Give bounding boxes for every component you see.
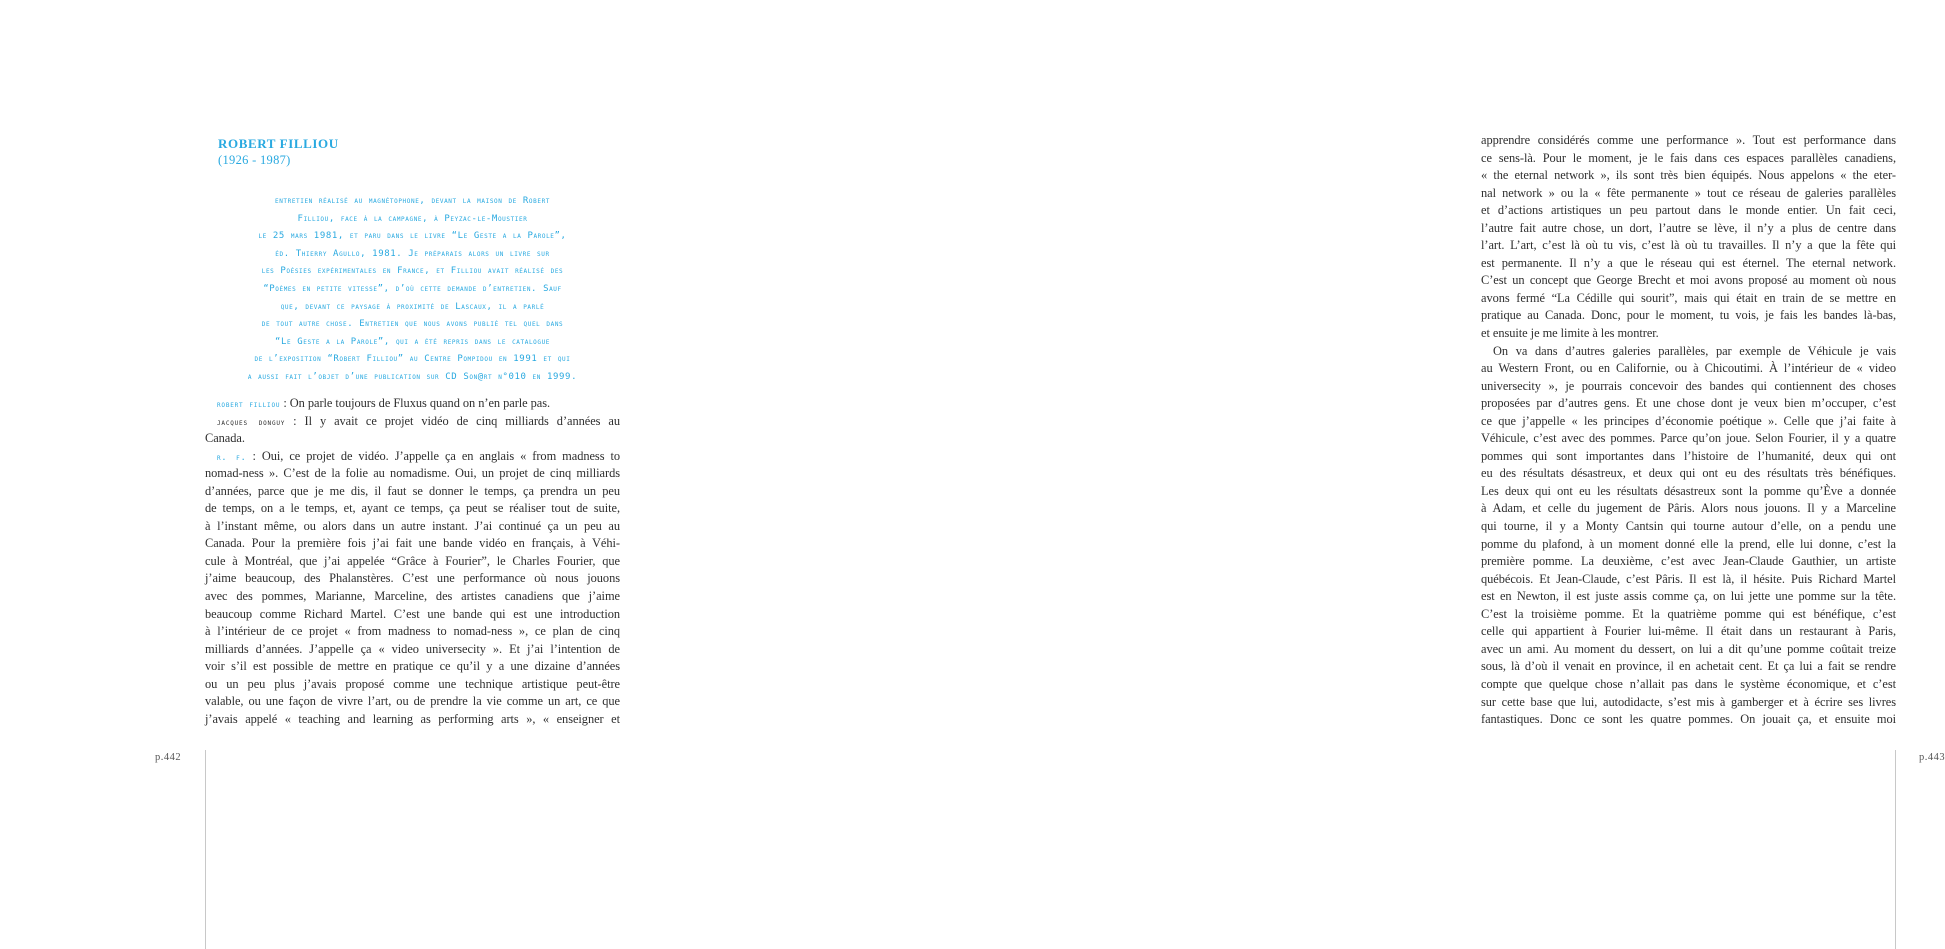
paragraph-line: Véhicule, c’est avec des pommes. Parce qu’on joue. Selon Fourier, il y a quatre [1481,431,1896,446]
paragraph-line: ce que j’appelle « les principes d’économie poétique ». Celle que j’ai faite à [1481,413,1896,428]
paragraph-line: voir s’il est possible de mettre en pratique ce qu’il y a une dizaine d’années [205,659,620,674]
intro-line: de tout autre chose. Entretien que nous avons publié tel quel dans [261,319,564,330]
author-dates: (1926 - 1987) [218,153,291,167]
paragraph-line: au Western Front, ou en Californie, ou à Chicoutimi. À l’intérieur de « video [1481,361,1896,376]
speaker-label: r. f. [217,452,247,463]
paragraph-line: à l’intérieur de ce projet « from madness to nomad-ness », ce plan de cinq [205,624,620,639]
paragraph-line: fantastiques. Donc ce sont les quatre pommes. On jouait ça, et ensuite moi [1481,712,1896,727]
paragraph-line: à Adam, et celle du jugement de Pâris. Alors nous jouons. Il y a Marceline [1481,501,1896,516]
paragraph-line: Canada. Pour la première fois j’ai fait une bande vidéo en français, à Véhi- [205,536,620,551]
paragraph-line: C’est la troisième pomme. Et la quatrième pomme qui est bénéfique, c’est [1481,606,1896,621]
paragraph-line: qui tourne, il y a Monty Cantsin qui tourne autour d’elle, on a pendu une [1481,519,1896,534]
paragraph-line: proposées par d’autres gens. Et une chose dont je veux bien m’occuper, c’est [1481,396,1896,411]
paragraph-line: et ensuite je me limite à les montrer. [1481,326,1659,341]
speaker-label: robert filliou [217,400,281,410]
page-number-left: p.442 [155,752,182,763]
intro-line: “Poèmes en petite vitesse”, d’où cette demande d’entretien. Sauf [263,283,562,294]
paragraph-line: jacques donguy : Il y avait ce projet vidéo de cinq milliards d’années au [217,413,620,428]
intro-line: le 25 mars 1981, et paru dans le livre “Le Geste a la Parole”, [258,231,567,242]
paragraph-line: « the eternal network », ils sont très bien équipés. Nous appelons « the eter- [1481,168,1896,183]
paragraph-line: l’art. L’art, c’est là où tu vis, c’est là où tu travailles. Il n’y a que la fête qui [1481,238,1896,253]
intro-line: que, devant ce paysage à proximité de Lascaux, il a parlé [280,301,545,312]
paragraph-line: j’aime beaucoup, des Phalanstères. C’est une performance où nous jouons [205,571,620,586]
intro-line: éd. Thierry Agullo, 1981. Je préparais alors un livre sur [275,248,550,259]
paragraph-line: et d’actions artistiques un peu partout dans le monde entier. Un fait ceci, [1481,203,1896,218]
paragraph-line: cule à Montréal, que j’ai appelée “Grâce à Fourier”, le Charles Fourier, que [205,553,620,568]
paragraph-line: r. f. : Oui, ce projet de vidéo. J’appelle ça en anglais « from madness to [217,448,620,463]
intro-line: entretien réalisé au magnétophone, devant la maison de Robert [274,196,550,206]
page-number-right: p.443 [1919,752,1945,763]
author-name: ROBERT FILLIOU [218,136,339,151]
paragraph-line: pomme du plafond, à un moment donné elle la prend, elle lui donne, c’est la [1481,536,1896,551]
paragraph-line: milliards d’années. J’appelle ça « video universecity ». Et j’ai l’intention de [205,641,620,656]
intro-line: de l’exposition “Robert Filliou” au Centre Pompidou en 1991 et qui [254,354,571,365]
paragraph-line: est en Newton, il est juste assis comme ça, on lui jette une pomme sur la tête. [1481,589,1896,604]
left-text-column [205,395,620,728]
paragraph-line: beaucoup comme Richard Martel. C’est une bande qui est une introduction [205,606,620,621]
paragraph-line: est permanente. Il n’y a que le réseau qui est éternel. The eternal network. [1481,255,1896,270]
paragraph-line: québécois. Et Jean-Claude, c’est Pâris. Il est là, il hésite. Puis Richard Martel [1481,571,1896,586]
paragraph-line: On va dans d’autres galeries parallèles, par exemple de Véhicule je vais [1493,343,1896,358]
paragraph-line: valable, ou une façon de vivre l’art, ou de prendre la vie comme un art, ce que [205,694,620,709]
right-page [700,0,1945,949]
paragraph-line: l’autre fait autre chose, un dort, l’autre se lève, il n’y a plus de centre dans [1481,220,1896,235]
intro-line: les Poésies expérimentales en France, et Filliou avait réalisé des [261,266,564,277]
paragraph-lines [205,465,620,728]
paragraph-line: Canada. [205,431,245,446]
paragraph-line: ce sens-là. Pour le moment, je le fais dans ces espaces parallèles canadiens, [1481,150,1896,165]
paragraph-line: avons fermé “La Cédille qui sourit”, mais qui était en train de se mettre en [1481,290,1896,305]
paragraph-line: sur cette base que lui, autodidacte, s’est mis à gamberger et à écrire ses livres [1481,694,1896,709]
paragraph-line: à l’instant même, ou alors dans un autre instant. J’ai continué ça un peu au [205,518,620,533]
paragraph-line: compte que quelque chose n’allait pas dans le système économique, et c’est [1481,676,1896,691]
paragraph-line: eu des résultats désastreux, et deux qui ont eu des résultats très bénéfiques. [1481,466,1896,481]
paragraph-line: j’avais appelé « teaching and learning as performing arts », « enseigner et [205,711,620,726]
right-text-column [1481,132,1896,729]
paragraph-line: pommes qui sont importantes dans l’histoire de l’humanité, deux qui ont [1481,448,1896,463]
right-margin-rule [1895,750,1896,949]
paragraph-line: avec un ami. Au moment du dessert, on lui a dit qu’une pomme coûtait treize [1481,641,1896,656]
intro-line: a aussi fait l’objet d’une publication sur CD Son@rt n°010 en 1999. [247,371,578,382]
intro-line: “Le Geste a la Parole”, qui a été repris dans le catalogue [274,336,551,347]
paragraph-line: nal network » ou la « fête permanente » tout ce réseau de galeries parallèles [1481,185,1896,200]
paragraph-line: nomad-ness ». C’est de la folie au nomadisme. Oui, un projet de cinq milliards [205,466,620,481]
intro-line: Filliou, face à la campagne, à Peyzac-le-Moustier [297,213,528,224]
paragraph-line: première pomme. La deuxième, c’est avec Jean-Claude Gauthier, un artiste [1481,554,1896,569]
author-header [218,135,618,169]
speaker-label: jacques donguy [217,417,286,428]
paragraph-line: Les deux qui ont eu les résultats désastreux sont la pomme qu’Ève a donnée [1481,483,1896,498]
interview-introduction [205,193,620,387]
paragraph-line: celle qui appartient à Fourier lui-même. Il était dans un restaurant à Paris, [1481,624,1896,639]
paragraph-line: pratique au Canada. Donc, pour le moment, tu vois, je fais les bandes là-bas, [1481,308,1896,323]
paragraph-line: de temps, on a le temps, et, ayant ce temps, ça peut se réaliser tout de suite, [205,501,620,516]
paragraph-line: C’est un concept que George Brecht et moi avons proposé au moment où nous [1481,273,1896,288]
paragraph-line: robert filliou : On parle toujours de Fluxus quand on n’en parle pas. [217,396,551,410]
paragraph-line: apprendre considérés comme une performance ». Tout est performance dans [1481,133,1896,147]
paragraph-line: sous, là d’où il venait en province, il en achetait cent. Et ça lui a fait se rendre [1481,659,1896,674]
paragraph-line: universecity », je pourrais concevoir des bandes qui contiennent des choses [1481,378,1896,393]
paragraph-line: avec des pommes, Marianne, Marceline, des artistes canadiens que j’aime [205,589,620,604]
left-margin-rule [205,750,206,949]
paragraph-line: d’années, parce que je me dis, il faut se donner le temps, ça prendra un peu [205,483,620,498]
left-page [0,0,700,949]
paragraph-line: ou un peu plus j’avais proposé comme une technique artistique peut-être [205,676,620,691]
